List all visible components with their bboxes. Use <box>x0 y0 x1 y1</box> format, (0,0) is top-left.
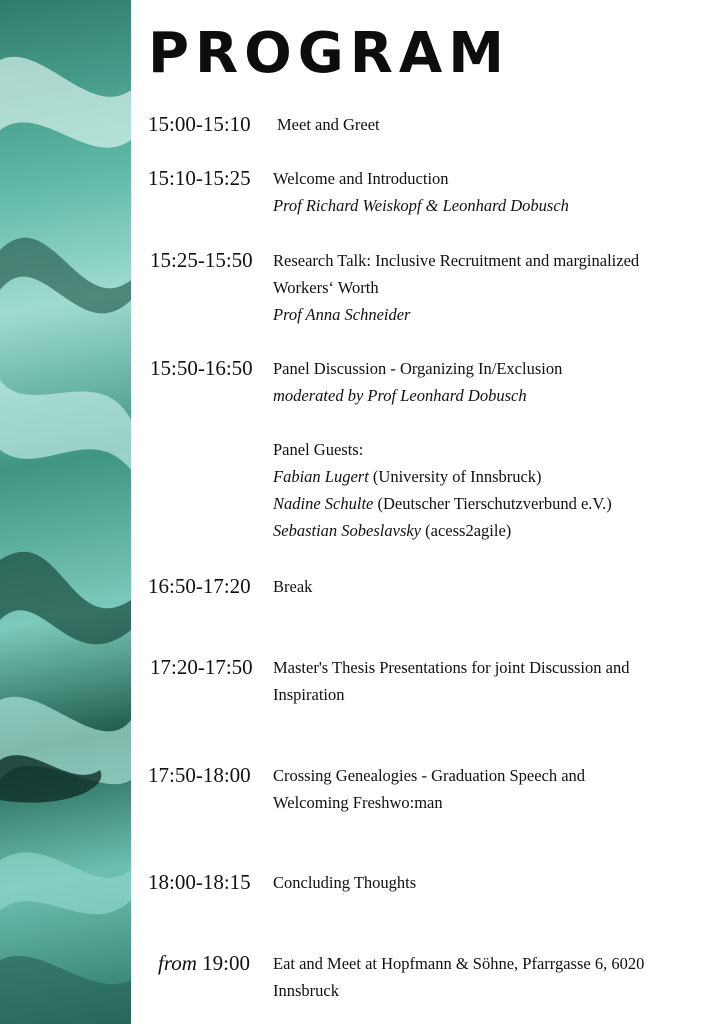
item-title: Concluding Thoughts <box>273 873 417 892</box>
item-description <box>273 165 693 219</box>
guest-name: Fabian Lugert <box>273 467 369 486</box>
guest-org: (acess2agile) <box>425 521 512 540</box>
item-description <box>273 950 693 1004</box>
item-description <box>273 762 693 816</box>
item-description <box>277 111 697 138</box>
time-slot: 15:10-15:25 <box>148 166 251 190</box>
item-moderator: moderated by Prof Leonhard Dobusch <box>273 386 527 405</box>
panel-guest <box>273 517 693 544</box>
item-title: Eat and Meet at Hopfmann & Söhne, Pfarrgasse 6, 6020 <box>273 954 645 973</box>
item-description <box>273 869 693 896</box>
time-slot: 15:50-16:50 <box>150 356 253 380</box>
guest-name: Sebastian Sobeslavsky <box>273 521 422 540</box>
panel-guest <box>273 490 693 517</box>
guest-name: Nadine Schulte <box>273 494 374 513</box>
time-slot: 17:50-18:00 <box>148 763 251 787</box>
time-value: 19:00 <box>202 951 250 975</box>
item-speakers: Prof Richard Weiskopf & Leonhard Dobusch <box>273 196 569 215</box>
item-title-cont: Inspiration <box>273 685 345 704</box>
guest-org: (University of Innsbruck) <box>372 467 542 486</box>
item-title-cont: Workers‘ Worth <box>273 278 379 297</box>
item-title: Welcome and Introduction <box>273 169 449 188</box>
time-slot: 16:50-17:20 <box>148 574 251 598</box>
time-slot <box>158 950 250 977</box>
item-title: Research Talk: Inclusive Recruitment and marginalized <box>273 251 640 270</box>
guest-org: (Deutscher Tierschutzverbund e.V.) <box>377 494 612 513</box>
item-description <box>273 355 693 544</box>
item-title: Crossing Genealogies - Graduation Speech and <box>273 766 586 785</box>
item-speakers: Prof Anna Schneider <box>273 305 411 324</box>
time-slot: 17:20-17:50 <box>150 655 253 679</box>
item-title: Master's Thesis Presentations for joint Discussion and <box>273 658 630 677</box>
item-description <box>273 654 693 708</box>
time-slot: 18:00-18:15 <box>148 870 251 894</box>
marble-sidebar-image <box>0 0 131 1024</box>
page-title: PROGRAM <box>148 21 510 86</box>
item-title-cont: Welcoming Freshwo:man <box>273 793 443 812</box>
time-slot: 15:00-15:10 <box>148 112 251 136</box>
item-title-cont: Innsbruck <box>273 981 339 1000</box>
item-description <box>273 573 693 600</box>
time-prefix: from <box>158 951 197 975</box>
panel-guest <box>273 463 693 490</box>
item-title: Break <box>273 577 313 596</box>
item-description <box>273 247 693 328</box>
item-title: Meet and Greet <box>277 115 380 134</box>
panel-label: Panel Guests: <box>273 440 364 459</box>
time-slot: 15:25-15:50 <box>150 248 253 272</box>
item-title: Panel Discussion - Organizing In/Exclusion <box>273 359 563 378</box>
